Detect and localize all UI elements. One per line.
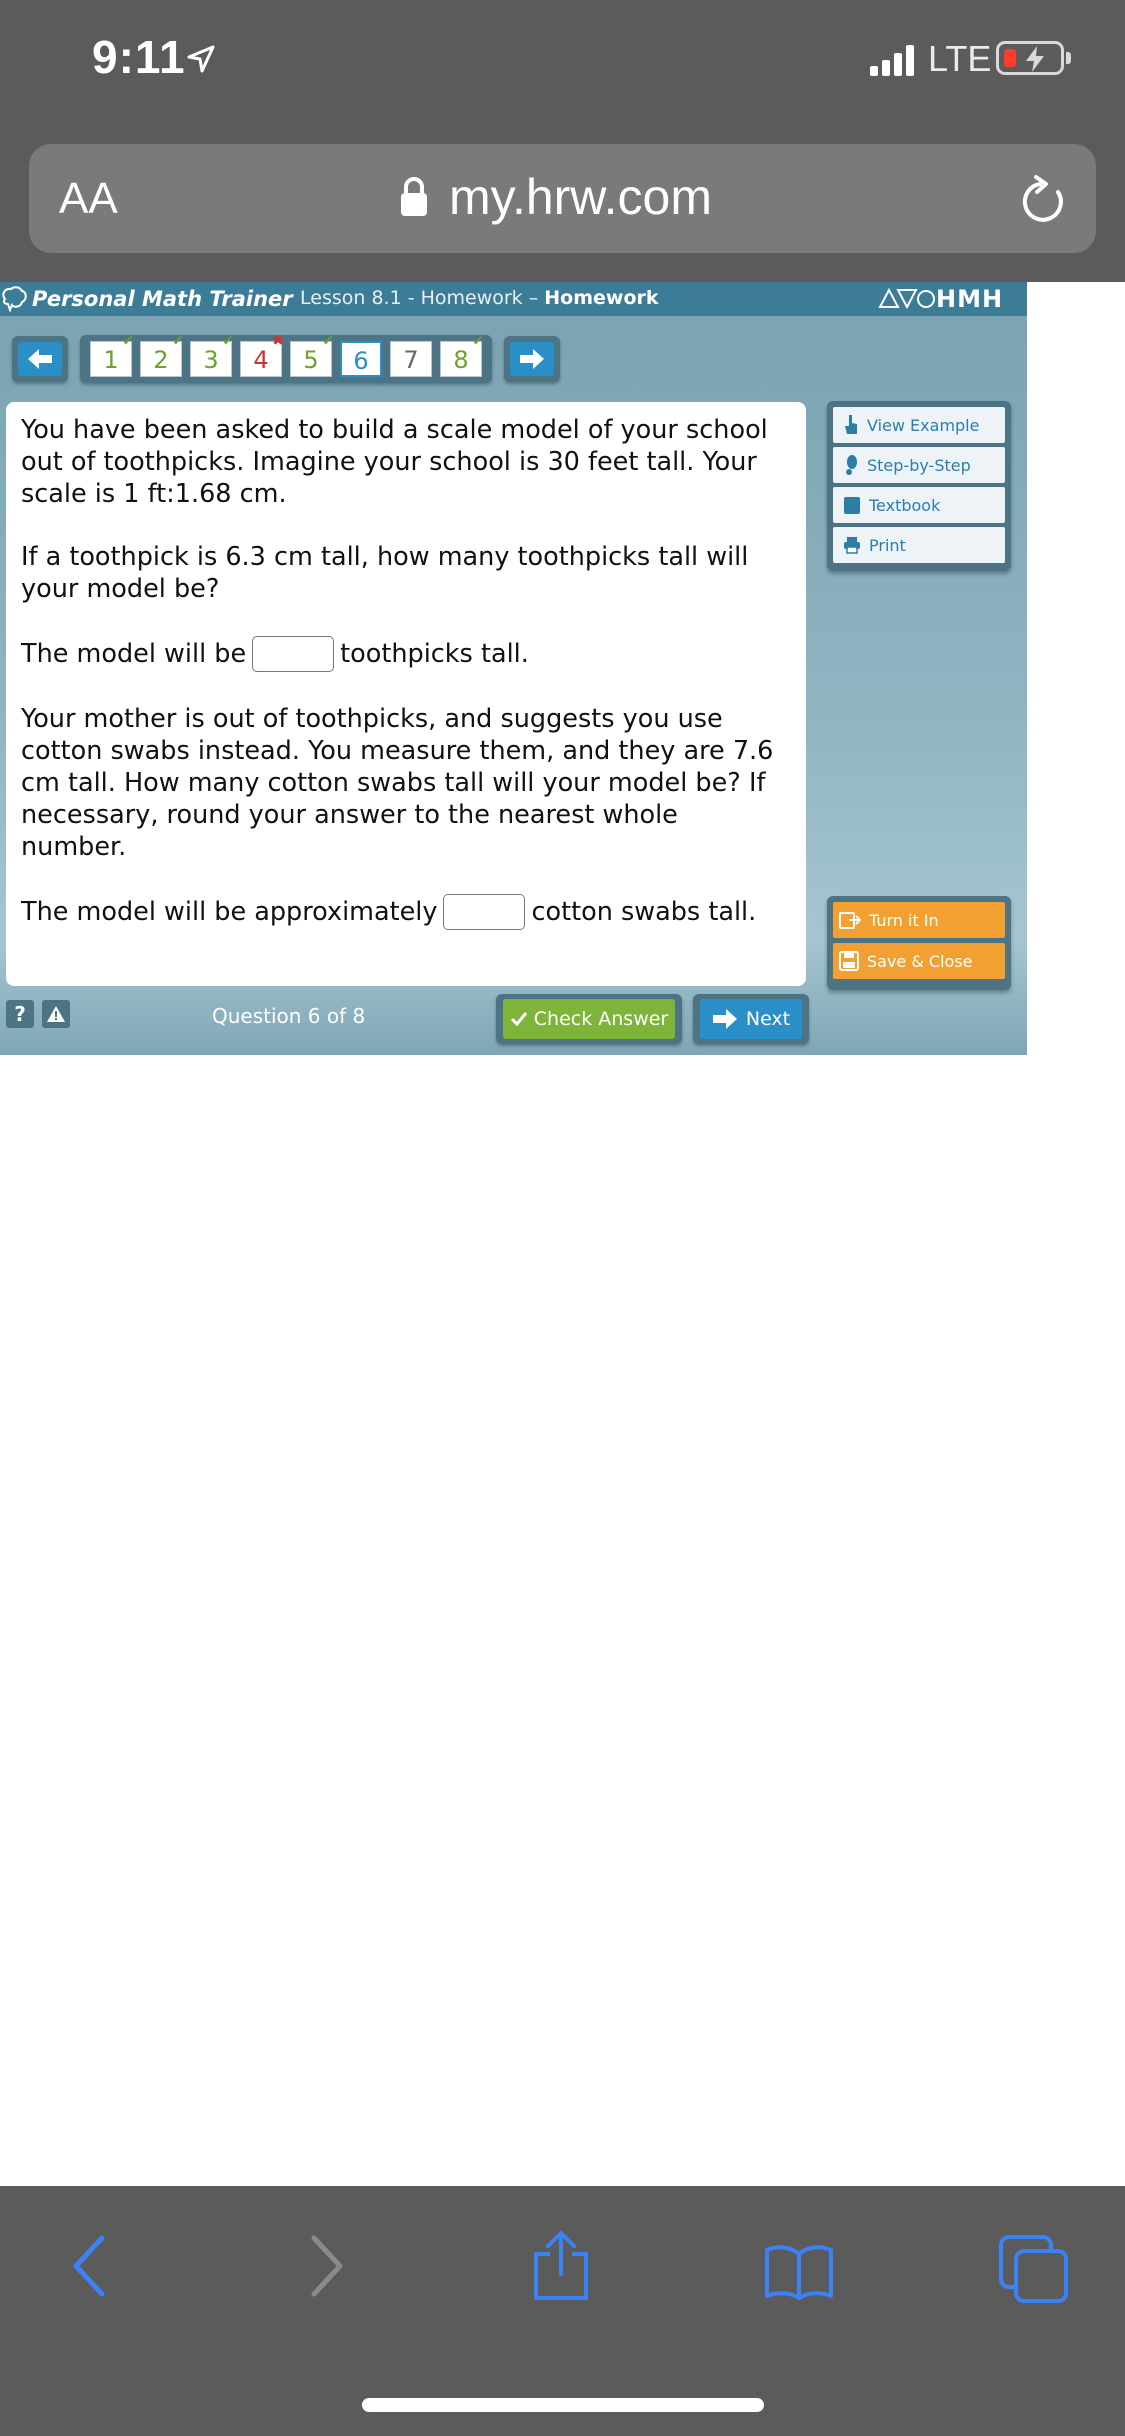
app-header bbox=[0, 282, 1027, 316]
arrow-right-icon bbox=[519, 348, 545, 370]
battery-charging-icon bbox=[996, 41, 1064, 75]
question-number-8[interactable]: 8 ✔ bbox=[440, 341, 482, 377]
question-part2: Your mother is out of toothpicks, and suggests you use cotton swabs instead. You measure them, and they are 7.6 cm tall. How many cotton swabs tall will your model be? If necessary, round your answer to the nearest whole number. bbox=[21, 704, 774, 862]
check-answer-label: Check Answer bbox=[533, 1008, 669, 1030]
lock-icon bbox=[399, 174, 429, 218]
print-button[interactable] bbox=[833, 527, 1005, 563]
question-part1: If a toothpick is 6.3 cm tall, how many toothpicks tall will your model be? bbox=[21, 542, 749, 604]
signal-bars-icon bbox=[870, 44, 920, 76]
question-number-1[interactable]: 1 ✔ bbox=[90, 341, 132, 377]
url-text[interactable]: my.hrw.com bbox=[449, 169, 712, 225]
question-number-7[interactable]: 7 bbox=[390, 341, 432, 377]
text-size-button[interactable]: AA bbox=[59, 174, 118, 223]
footer-help-buttons bbox=[6, 1000, 70, 1032]
question-intro: You have been asked to build a scale model of your school out of toothpicks. Imagine your school is 30 feet tall. Your scale is 1 ft:1.68 cm. bbox=[21, 415, 768, 509]
save-close-button[interactable] bbox=[833, 943, 1005, 979]
question-number-6[interactable]: 6 bbox=[340, 341, 382, 377]
printer-icon bbox=[843, 536, 861, 554]
turn-it-in-button[interactable] bbox=[833, 902, 1005, 938]
question-count: Question 6 of 8 bbox=[212, 1004, 366, 1028]
publisher-logo bbox=[878, 285, 1003, 313]
lesson-current: Homework bbox=[544, 287, 659, 309]
question-number-list bbox=[80, 335, 492, 383]
next-button[interactable] bbox=[700, 999, 802, 1039]
brain-logo-icon bbox=[0, 286, 28, 312]
warning-triangle-icon bbox=[46, 1005, 66, 1023]
math-trainer-app bbox=[0, 282, 1027, 1055]
print-label: Print bbox=[869, 535, 906, 555]
check-answer-button[interactable] bbox=[503, 999, 675, 1039]
book-icon bbox=[843, 495, 861, 515]
answer2-input[interactable] bbox=[443, 894, 525, 930]
lesson-prefix: Lesson 8.1 - Homework – bbox=[300, 287, 545, 309]
next-label: Next bbox=[745, 1008, 791, 1030]
address-bar[interactable] bbox=[29, 144, 1096, 253]
question-number-4[interactable]: 4 ✖ bbox=[240, 341, 282, 377]
step-by-step-label: Step-by-Step bbox=[867, 455, 971, 475]
check-answer-frame bbox=[496, 994, 682, 1044]
save-disk-icon bbox=[839, 951, 859, 971]
lesson-breadcrumb bbox=[300, 287, 659, 309]
pointing-hand-icon bbox=[843, 414, 859, 436]
question-panel bbox=[6, 402, 806, 986]
battery-cap bbox=[1066, 52, 1071, 64]
location-arrow-icon bbox=[186, 44, 216, 74]
save-close-label: Save & Close bbox=[867, 951, 973, 971]
answer1-prefix: The model will be bbox=[21, 639, 247, 669]
help-button[interactable]: ? bbox=[6, 1000, 34, 1028]
question-number-3[interactable]: 3 ✔ bbox=[190, 341, 232, 377]
question-number-5[interactable]: 5 ✔ bbox=[290, 341, 332, 377]
bookmarks-icon[interactable] bbox=[764, 2242, 834, 2300]
checkmark-icon bbox=[510, 1011, 528, 1027]
question-navigator bbox=[12, 334, 560, 384]
report-problem-button[interactable] bbox=[42, 1000, 70, 1028]
answer2-suffix: cotton swabs tall. bbox=[531, 897, 757, 927]
answer1-suffix: toothpicks tall. bbox=[340, 639, 529, 669]
browser-top-bar bbox=[0, 122, 1125, 282]
arrow-right-icon bbox=[712, 1008, 738, 1030]
help-tools-panel bbox=[827, 401, 1011, 571]
answer2-prefix: The model will be approximately bbox=[21, 897, 438, 927]
step-by-step-button[interactable] bbox=[833, 447, 1005, 483]
reload-icon[interactable] bbox=[1020, 174, 1070, 228]
browser-toolbar bbox=[0, 2186, 1125, 2436]
forward-icon[interactable] bbox=[306, 2234, 346, 2298]
question-number-2[interactable]: 2 ✔ bbox=[140, 341, 182, 377]
view-example-label: View Example bbox=[867, 415, 980, 435]
turn-in-icon bbox=[839, 910, 861, 930]
tabs-icon[interactable] bbox=[998, 2234, 1070, 2304]
next-question-arrow-button[interactable] bbox=[504, 336, 560, 382]
brand-name: Personal Math Trainer bbox=[32, 287, 293, 311]
answer1-line bbox=[21, 636, 791, 672]
next-frame bbox=[693, 994, 809, 1044]
hmh-shapes-icon bbox=[878, 287, 936, 309]
textbook-button[interactable] bbox=[833, 487, 1005, 523]
answer1-input[interactable] bbox=[252, 636, 334, 672]
footprint-icon bbox=[843, 454, 859, 476]
submit-actions-panel bbox=[827, 896, 1011, 990]
status-bar bbox=[0, 0, 1125, 122]
status-time: 9:11 bbox=[92, 31, 186, 83]
arrow-left-icon bbox=[27, 348, 53, 370]
answer2-line bbox=[21, 894, 791, 930]
network-type: LTE bbox=[928, 38, 992, 79]
back-icon[interactable] bbox=[70, 2234, 110, 2298]
view-example-button[interactable] bbox=[833, 407, 1005, 443]
share-icon[interactable] bbox=[530, 2230, 592, 2302]
home-indicator bbox=[362, 2398, 764, 2412]
previous-question-button[interactable] bbox=[12, 336, 68, 382]
brand bbox=[0, 286, 293, 312]
publisher-name: HMH bbox=[936, 285, 1004, 313]
textbook-label: Textbook bbox=[869, 495, 941, 515]
turn-it-in-label: Turn it In bbox=[869, 910, 939, 930]
